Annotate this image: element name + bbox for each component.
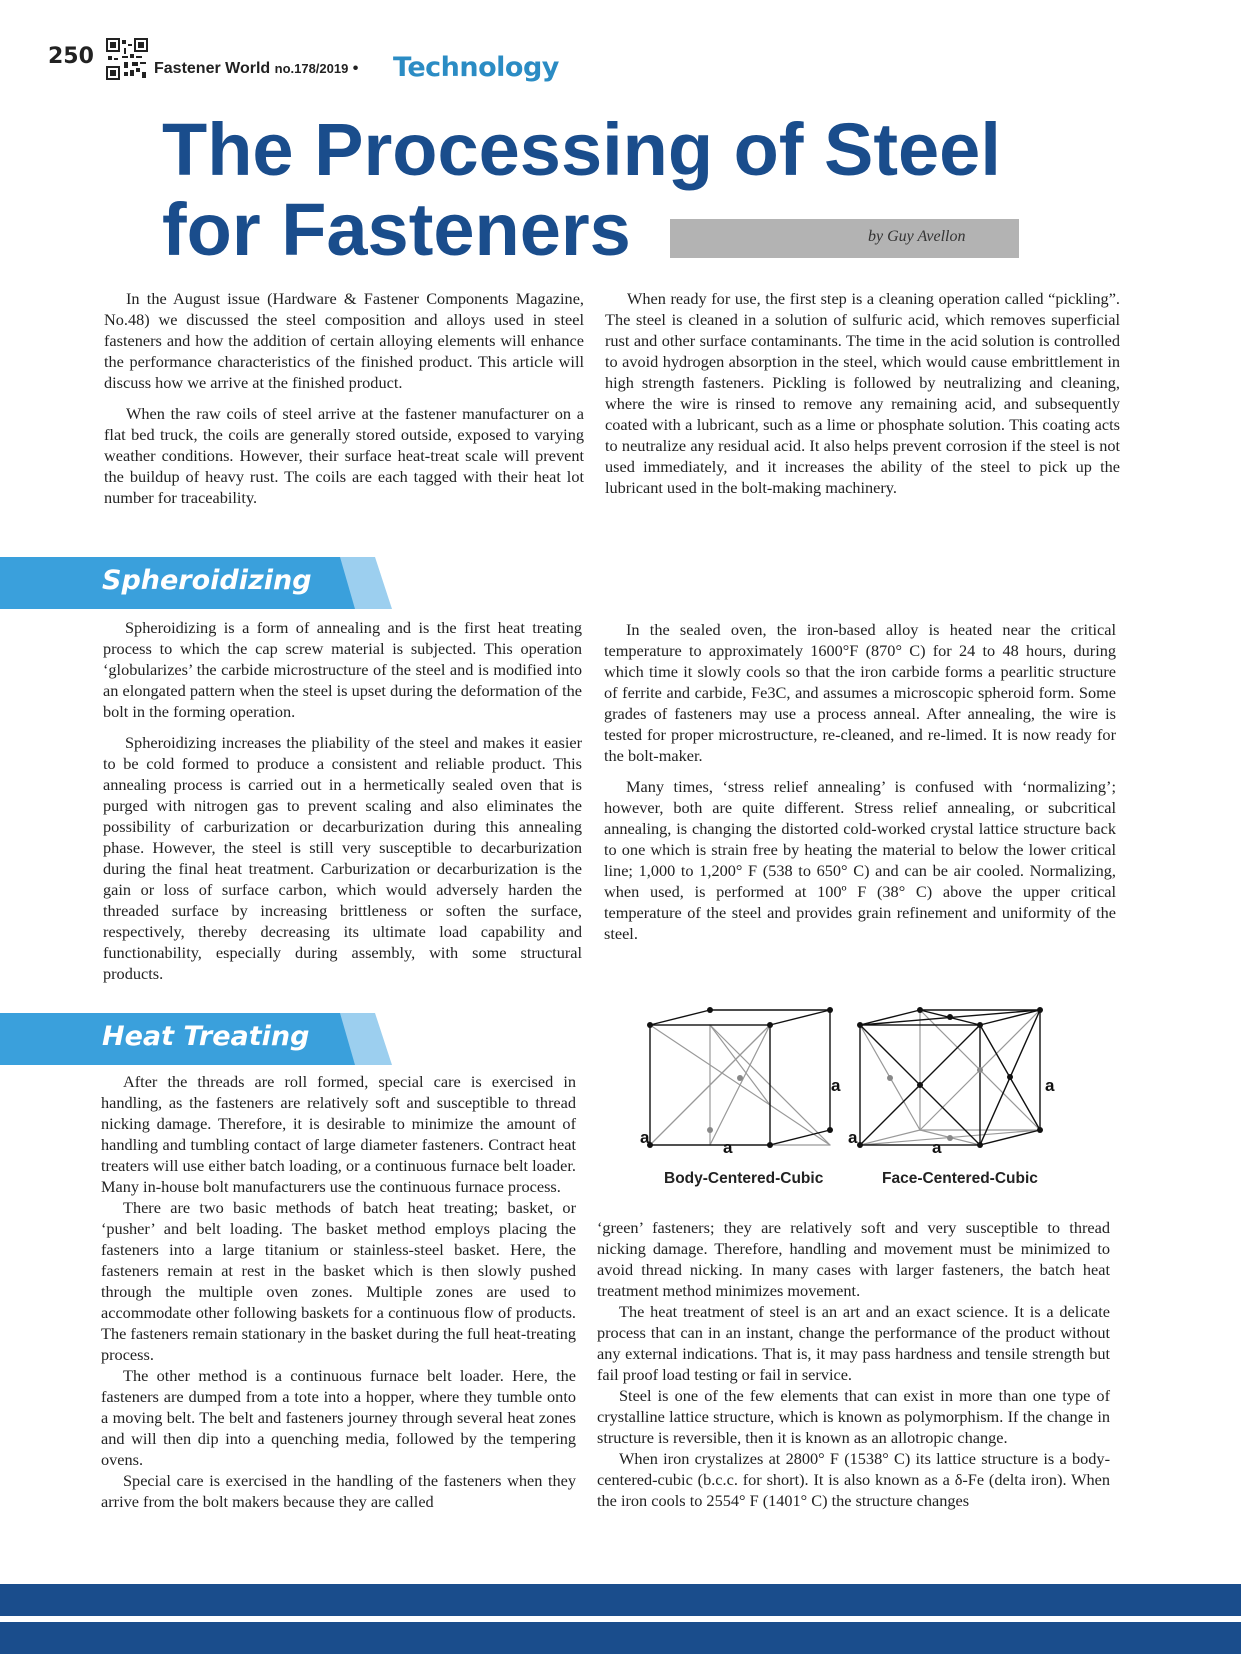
bcc-diagram bbox=[647, 1007, 833, 1148]
paragraph: ‘green’ fasteners; they are relatively soft and very susceptible to thread nicking damage. Therefore, handling and movement must be minimized to avoid thread nicking. In many cases with larger fasteners, the batch heat treatment method minimizes movement. bbox=[597, 1218, 1110, 1300]
magazine-title: Fastener World bbox=[154, 60, 271, 77]
fcc-diagram bbox=[857, 1007, 1043, 1148]
paragraph: The heat treatment of steel is an art and an exact science. It is a delicate process that can in an instant, change the performance of the product without any external indications. That is, it may pass hardness and tensile strength but fail proof load testing or fail in service. bbox=[597, 1302, 1110, 1384]
paragraph: Steel is one of the few elements that can exist in more than one type of crystalline lattice structure, which is known as polymorphism. If the change in structure is reversible, then it is known as an allotropic change. bbox=[597, 1386, 1110, 1447]
paragraph: When ready for use, the first step is a cleaning operation called “pickling”. The steel is cleaned in a solution of sulfuric acid, which removes superficial rust and other surface contaminants. The time in the acid solution is controlled to avoid hydrogen absorption in the steel, which would cause embrittlement in high strength fasteners. Pickling is followed by neutralizing and cleaning, where the wire is rinsed to remove any remaining acid, and subsequently coated with a lubricant, such as a lime or phosphate solution. This coating acts to neutralize any residual acid. It also helps prevent corrosion if the steel is not used immediately, and it increases the ability of the steel to pick up the lubricant used in the bolt-making machinery. bbox=[605, 289, 1120, 497]
spheroidizing-banner bbox=[0, 557, 400, 609]
byline: by Guy Avellon bbox=[868, 228, 966, 245]
heat-treating-banner bbox=[0, 1013, 400, 1065]
title-line-1: The Processing of Steel bbox=[162, 108, 1001, 191]
paragraph: In the sealed oven, the iron-based alloy is heated near the critical temperature to approximately 1600°F (870° C) for 24 to 48 hours, during which time it slowly cools so that the iron carbide forms a pearlitic structure of ferrite and carbide, Fe3C, and assumes a microscopic spheroid form. Some grades of fasteners may use a process anneal. After annealing, the wire is tested for proper microstructure, re-cleaned, and re-limed. It is now ready for the bolt-maker. bbox=[604, 620, 1116, 765]
header-separator: • bbox=[352, 60, 359, 77]
fcc-caption: Face-Centered-Cubic bbox=[882, 1170, 1038, 1187]
intro-right-column bbox=[605, 288, 1120, 508]
fcc-edge-label-right: a bbox=[1045, 1076, 1055, 1095]
fcc-edge-label-left: a bbox=[848, 1128, 858, 1147]
issue-number: no.178/2019 bbox=[274, 61, 349, 76]
page-number: 250 bbox=[48, 44, 94, 69]
paragraph: Spheroidizing increases the pliability of the steel and makes it easier to be cold formed to produce a consistent and reliable product. This annealing process is carried out in a hermetically sealed oven that is purged with nitrogen gas to prevent scaling and also eliminates the possibility of carburization or decarburization during this annealing phase. However, the steel is still very susceptible to decarburization during the final heat treatment. Carburization or decarburization is the gain or loss of surface carbon, which would adversely harden the threaded surface by increasing brittleness or soften the surface, respectively, thereby decreasing its ultimate load capability and functionability, especially during assembly, with some structural products. bbox=[103, 733, 582, 983]
paragraph: The other method is a continuous furnace belt loader. Here, the fasteners are dumped from a tote into a hopper, where they tumble onto a moving belt. The belt and fasteners journey through several heat zones and will then dip into a quenching media, followed by the tempering ovens. bbox=[101, 1366, 576, 1469]
paragraph: There are two basic methods of batch heat treating; basket, or ‘pusher’ and belt loading. The basket method employs placing the fasteners into a large titanium or stainless-steel basket. Here, the fasteners remain at rest in the basket which is then slowly pushed through the multiple oven zones. Multiple zones are used to accommodate other following baskets for a continuous flow of products. The fasteners remain stationary in the basket during the full heat-treating process. bbox=[101, 1198, 576, 1364]
heat-treating-heading: Heat Treating bbox=[102, 1021, 310, 1052]
bcc-edge-label-right: a bbox=[831, 1076, 841, 1095]
paragraph: When the raw coils of steel arrive at the fastener manufacturer on a flat bed truck, the coils are generally stored outside, exposed to varying weather conditions. However, their surface heat-treat scale will prevent the buildup of heavy rust. The coils are each tagged with their heat lot number for traceability. bbox=[104, 404, 584, 507]
bcc-edge-label-bottom: a bbox=[723, 1138, 733, 1157]
paragraph: Many times, ‘stress relief annealing’ is confused with ‘normalizing’; however, both are quite different. Stress relief annealing, or subcritical annealing, is changing the distorted cold-worked crystal lattice structure back to one which is strain free by heating the material to below the lower critical line; 1,000 to 1,200° F (538 to 650° C) and can be air cooled. Normalizing, when used, is performed at 100º F (38° C) above the upper critical temperature of the steel and provides grain refinement and uniformity of the steel. bbox=[604, 777, 1116, 943]
spheroidizing-heading: Spheroidizing bbox=[102, 565, 312, 596]
paragraph: After the threads are roll formed, special care is exercised in handling, as the fasteners are relatively soft and susceptible to thread nicking damage. Therefore, it is desirable to minimize the amount of handling and tumbling contact of large diameter fasteners. Contract heat treaters will use either batch loading, or a continuous furnace belt loader. Many in-house bolt manufacturers use the continuous furnace process. bbox=[101, 1072, 576, 1196]
heat-treating-left-column bbox=[101, 1071, 576, 1512]
paragraph: When iron crystalizes at 2800° F (1538° C) its lattice structure is a body-centered-cubic (b.c.c. for short). It is also known as a δ-Fe (delta iron). When the iron cools to 2554° F (1401° C) the structure changes bbox=[597, 1449, 1110, 1510]
footer-bar-bottom bbox=[0, 1622, 1241, 1654]
qr-code-icon bbox=[106, 38, 148, 80]
footer-bar-top bbox=[0, 1584, 1241, 1616]
heat-treating-right-column bbox=[597, 1217, 1110, 1511]
byline-bar bbox=[670, 219, 1019, 258]
paragraph: Special care is exercised in the handling of the fasteners when they arrive from the bolt makers because they are called bbox=[101, 1471, 576, 1511]
fcc-edge-label-bottom: a bbox=[932, 1138, 942, 1157]
spheroidizing-left-column bbox=[103, 617, 582, 994]
section-label: Technology bbox=[393, 52, 559, 83]
intro-left-column bbox=[104, 288, 584, 518]
paragraph: In the August issue (Hardware & Fastener Components Magazine, No.48) we discussed the steel composition and alloys used in steel fasteners and how the addition of certain alloying elements will enhance the performance characteristics of the finished product. This article will discuss how we arrive at the finished product. bbox=[104, 289, 584, 392]
paragraph: Spheroidizing is a form of annealing and is the first heat treating process to which the cap screw material is subjected. This operation ‘globularizes’ the carbide microstructure of the steel and is modified into an elongated pattern when the steel is upset during the deformation of the bolt in the forming operation. bbox=[103, 618, 582, 721]
bcc-caption: Body-Centered-Cubic bbox=[664, 1170, 824, 1187]
magazine-name bbox=[154, 60, 358, 78]
spheroidizing-right-column bbox=[604, 619, 1116, 954]
bcc-edge-label-left: a bbox=[640, 1128, 650, 1147]
crystal-lattice-figure bbox=[640, 995, 1080, 1195]
title-line-2: for Fasteners bbox=[162, 188, 631, 271]
